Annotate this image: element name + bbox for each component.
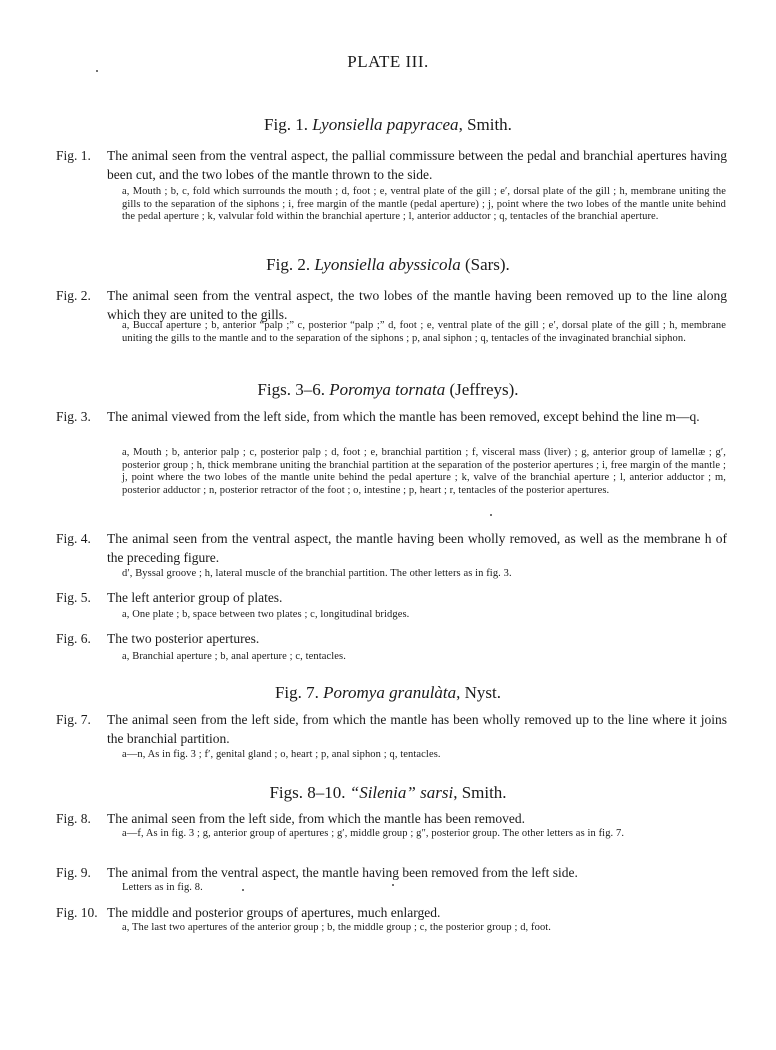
figure-legend: d′, Byssal groove ; h, lateral muscle of the branchial partition. The other letters as in fig. 3. [122, 568, 512, 579]
figure-label: Fig. 5. [56, 590, 91, 605]
section-heading-fig-2 [0, 255, 776, 275]
section-prefix: Fig. 7. [274, 683, 324, 702]
figure-caption: The animal viewed from the left side, from which the mantle has been removed, except behind the line m—q. [107, 409, 700, 424]
section-suffix: , Nyst. [456, 683, 502, 702]
figure-caption: The middle and posterior groups of apertures, much enlarged. [107, 905, 441, 920]
section-heading-fig-1 [0, 115, 776, 135]
section-suffix: (Sars). [460, 255, 510, 274]
figure-label: Fig. 7. [56, 712, 91, 727]
figure-legend: a—f, As in fig. 3 ; g, anterior group of apertures ; g′, middle group ; g″, posterior group. The other letters as in fig. 7. [122, 828, 625, 839]
figure-caption: The animal seen from the left side, from which the mantle has been wholly removed up to the line where it joins the branchial partition. [107, 712, 727, 746]
figure-legend: a, Mouth ; b, c, fold which surrounds the mouth ; d, foot ; e, ventral plate of the gill ; e′, dorsal plate of the gill ; h, membrane uniting the gills to the separation of the siphons ; i, free margin of the mantle (pedal aperture) ; j, point where the two lobes of the mantle unite behind the pedal aperture ; k, valvular fold within the branchial aperture ; l, anterior adductor ; q, tentacles of the branchial aperture. [122, 186, 726, 222]
section-species: “Silenia” sarsi [349, 783, 454, 802]
figure-caption: The animal seen from the left side, from which the mantle has been removed. [107, 811, 525, 826]
section-prefix: Fig. 2. [266, 255, 315, 274]
section-suffix: , Smith. [458, 115, 512, 134]
section-heading-figs-3-6 [0, 380, 776, 400]
scan-speck [96, 70, 98, 72]
figure-caption: The two posterior apertures. [107, 631, 260, 646]
plate-title: PLATE III. [347, 52, 429, 71]
scan-speck [392, 884, 394, 886]
section-heading-figs-8-10 [0, 783, 776, 803]
figure-label: Fig. 9. [56, 865, 91, 880]
section-prefix: Figs. 3–6. [257, 380, 330, 399]
section-species: Poromya tornata [329, 380, 446, 399]
figure-caption: The animal seen from the ventral aspect, the mantle having been wholly removed, as well as the membrane h of the preceding figure. [107, 531, 727, 565]
figure-label: Fig. 3. [56, 409, 91, 424]
figure-caption: The animal seen from the ventral aspect, the two lobes of the mantle having been removed up to the line along which they are united to the gills. [107, 288, 727, 322]
figure-legend: a, The last two apertures of the anterior group ; b, the middle group ; c, the posterior group ; d, foot. [122, 922, 552, 933]
figure-caption: The animal from the ventral aspect, the mantle having been removed from the left side. [107, 865, 578, 880]
figure-caption: The left anterior group of plates. [107, 590, 283, 605]
figure-legend: a, Mouth ; b, anterior palp ; c, posterior palp ; d, foot ; e, branchial partition ; f, visceral mass (liver) ; g, anterior group of lamellæ ; g′, posterior group ; h, thick membrane uniting the branchial partition at the separation of the posterior apertures ; i, free margin of the mantle ; j, point where the two lobes of the mantle unite behind the pedal aperture ; k, valve of the branchial aperture ; l, anterior adductor ; m, posterior adductor ; n, posterior retractor of the foot ; o, intestine ; p, heart ; r, tentacles of the posterior apertures. [122, 447, 726, 496]
figure-legend: a, Branchial aperture ; b, anal aperture ; c, tentacles. [122, 651, 346, 662]
section-suffix: (Jeffreys). [445, 380, 519, 399]
figure-label: Fig. 4. [56, 531, 91, 546]
figure-label: Fig. 1. [56, 148, 91, 163]
figure-label: Fig. 8. [56, 811, 91, 826]
figure-legend: Letters as in fig. 8. [122, 882, 203, 893]
figure-label: Fig. 10. [56, 905, 98, 920]
section-suffix: , Smith. [453, 783, 507, 802]
section-prefix: Fig. 1. [264, 115, 313, 134]
section-heading-fig-7 [0, 683, 776, 703]
section-species: Poromya granulàta [323, 683, 457, 702]
figure-legend: a—n, As in fig. 3 ; f′, genital gland ; o, heart ; p, anal siphon ; q, tentacles. [122, 749, 441, 760]
scan-speck [490, 514, 492, 516]
figure-label: Fig. 6. [56, 631, 91, 646]
scan-speck [242, 889, 244, 891]
section-prefix: Figs. 8–10. [269, 783, 350, 802]
section-species: Lyonsiella papyracea [312, 115, 459, 134]
figure-label: Fig. 2. [56, 288, 91, 303]
figure-legend: a, Buccal aperture ; b, anterior “palp ;” c, posterior “palp ;” d, foot ; e, ventral plate of the gill ; e′, dorsal plate of the gill ; h, membrane uniting the gills to the mantle and to the separation of the siphons ; p, anal siphon ; q, tentacles of the invaginated branchial siphon. [122, 320, 726, 344]
figure-legend: a, One plate ; b, space between two plates ; c, longitudinal bridges. [122, 609, 410, 620]
section-species: Lyonsiella abyssicola [314, 255, 461, 274]
figure-caption: The animal seen from the ventral aspect, the pallial commissure between the pedal and branchial apertures having been cut, and the two lobes of the mantle thrown to the side. [107, 148, 727, 182]
